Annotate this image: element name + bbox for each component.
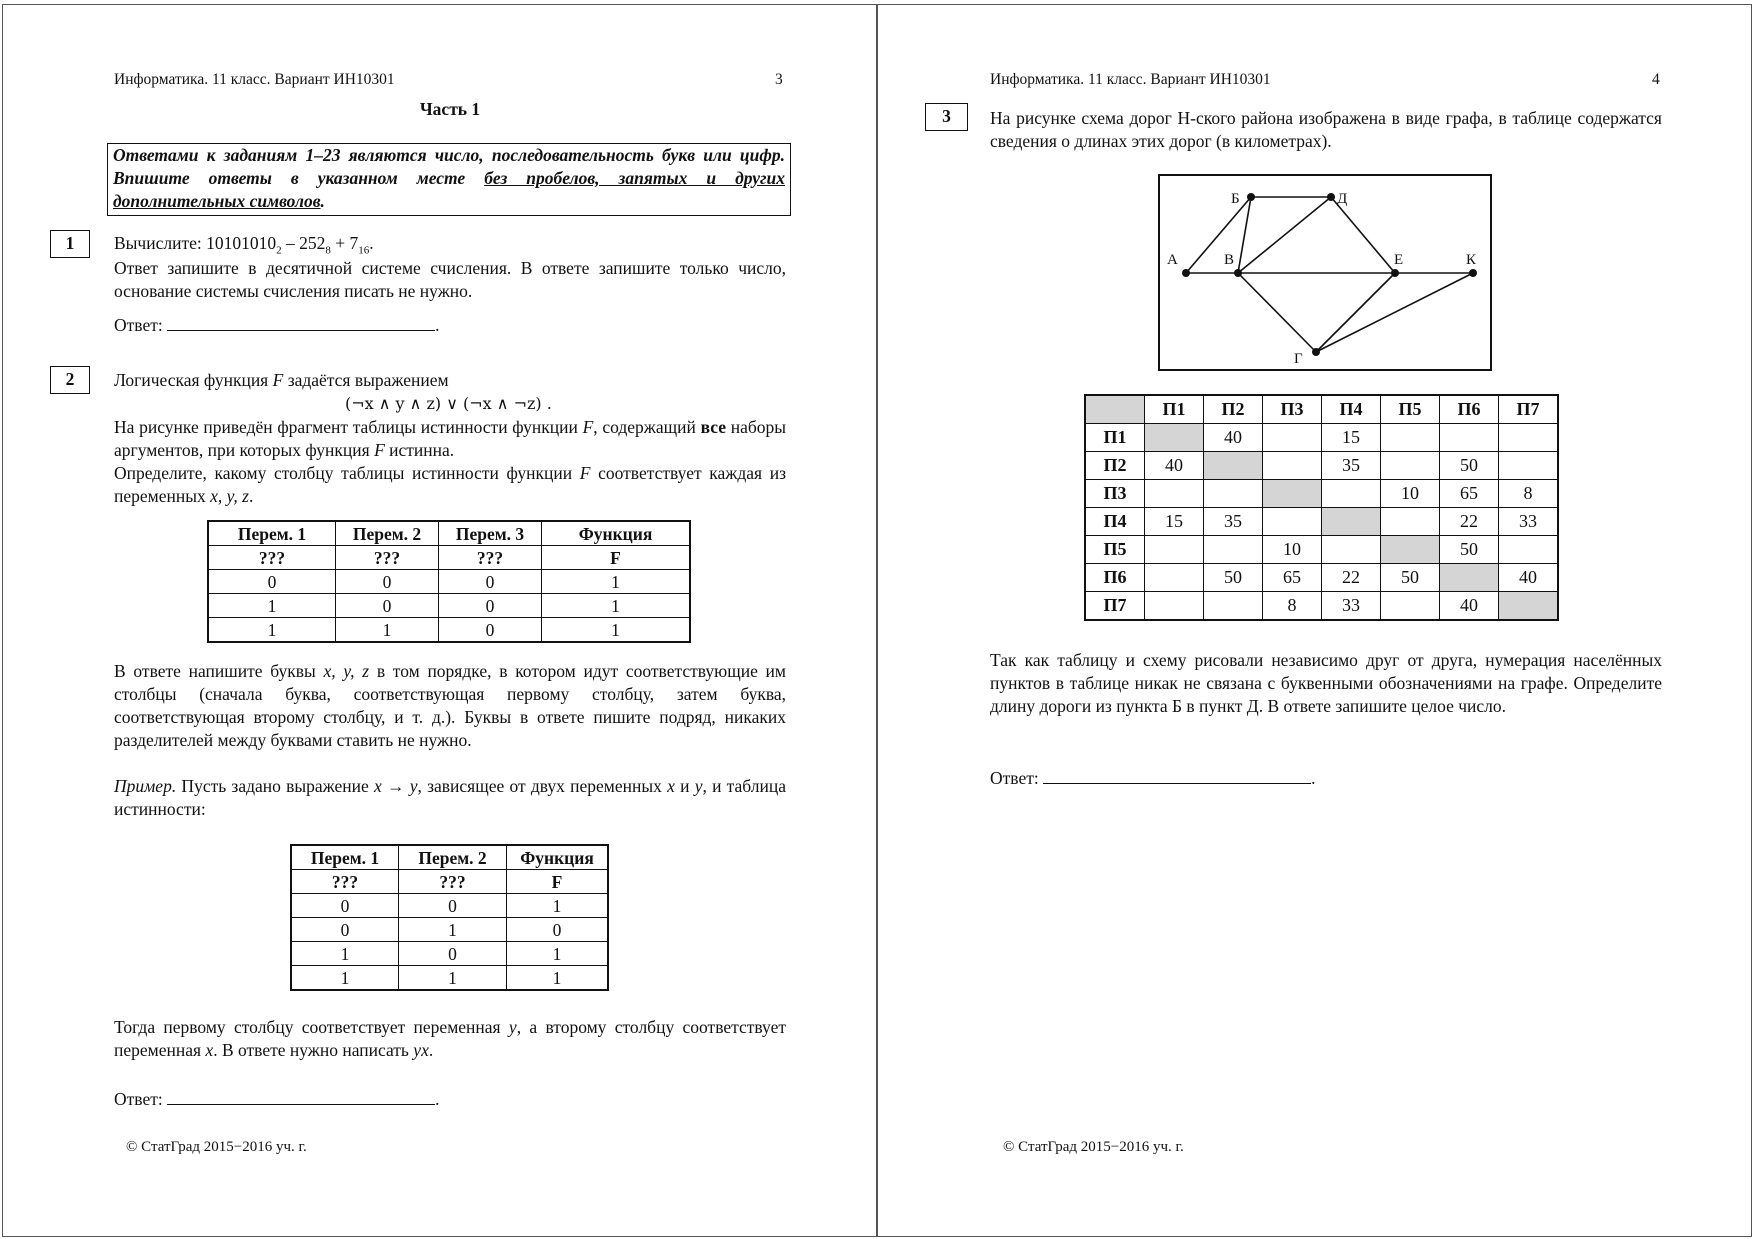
table-row: 1 0 1 <box>291 942 608 966</box>
instruction-box <box>107 143 791 216</box>
vertex-b <box>1247 193 1255 201</box>
task-3-text: Так как таблицу и схему рисовали независимо друг от друга, нумерация населённых пунктов в таблице никак не связана с буквенными обозначениями на графе. Определите длину дороги из пункта Б в пункт Д. В ответе запишите целое число. <box>990 650 1662 716</box>
table-row: П1 40 15 <box>1085 424 1558 452</box>
right-page-number: 4 <box>1652 71 1660 88</box>
task-2-intro: Логическая функция F задаётся выражением <box>114 370 449 390</box>
table-row: П6 50 65 22 50 40 <box>1085 564 1558 592</box>
truth-table-2 <box>290 844 609 991</box>
left-page-number: 3 <box>775 71 783 88</box>
corner-cell <box>1085 395 1145 424</box>
right-footer: © СтатГрад 2015−2016 уч. г. <box>1003 1139 1184 1155</box>
truth-table-1-subheader: ??? ??? ??? F <box>208 546 690 570</box>
task-2-paragraph-2: Определите, какому столбцу таблицы истинности функции F соответствует каждая из переменных x, y, z. <box>114 463 786 506</box>
vertex-label: В <box>1224 252 1235 268</box>
vertex-k <box>1469 269 1477 277</box>
vertex-label: Е <box>1394 252 1404 268</box>
task-3-intro: На рисунке схема дорог Н-ского района изображена в виде графа, в таблице содержатся сведения о длинах этих дорог (в километрах). <box>990 108 1662 151</box>
truth-table-1-header: Перем. 1 Перем. 2 Перем. 3 Функция <box>208 521 690 546</box>
distance-table-header: П1 П2 П3 П4 П5 П6 П7 <box>1085 395 1558 424</box>
distance-table <box>1084 394 1559 621</box>
vertex-d <box>1327 193 1335 201</box>
part-title: Часть 1 <box>419 99 481 119</box>
table-row: П2 40 35 50 <box>1085 452 1558 480</box>
task-2-paragraph-1: На рисунке приведён фрагмент таблицы истинности функции F, содержащий все наборы аргументов, при которых функция F истинна. <box>114 417 787 460</box>
table-row: П4 15 35 22 33 <box>1085 508 1558 536</box>
task-2-answer[interactable]: Ответ: . <box>114 1089 440 1109</box>
table-row: 1 1 1 <box>291 966 608 991</box>
truth-table-2-header: Перем. 1 Перем. 2 Функция <box>291 845 608 870</box>
vertex-e <box>1391 269 1399 277</box>
task-2-example: Пример. Пусть задано выражение x → y, зависящее от двух переменных x и y, и таблица истинности: <box>114 776 786 819</box>
task-3-answer-line[interactable] <box>1043 766 1311 784</box>
instruction-underlined: без пробелов, запятых и других дополнительных символов <box>113 168 785 211</box>
vertex-label: К <box>1466 252 1477 268</box>
left-footer: © СтатГрад 2015−2016 уч. г. <box>126 1139 307 1155</box>
table-row: 0 1 0 <box>291 918 608 942</box>
table-row: 1 0 0 1 <box>208 594 690 618</box>
task-1-answer[interactable]: Ответ: . <box>114 315 440 335</box>
vertex-label: А <box>1167 252 1178 268</box>
vertex-label: Г <box>1294 351 1303 367</box>
table-row: 1 1 0 1 <box>208 618 690 643</box>
task-2-conclusion: Тогда первому столбцу соответствует переменная y, а второму столбцу соответствует переменная x. В ответе нужно написать yx. <box>114 1017 786 1060</box>
task-3-answer[interactable]: Ответ: . <box>990 768 1316 788</box>
truth-table-2-subheader: ??? ??? F <box>291 870 608 894</box>
task-1-answer-line[interactable] <box>167 313 435 331</box>
table-row: П3 10 65 8 <box>1085 480 1558 508</box>
task-3-number: 3 <box>925 103 968 131</box>
right-header: Информатика. 11 класс. Вариант ИН10301 <box>990 71 1271 88</box>
left-header: Информатика. 11 класс. Вариант ИН10301 <box>114 71 395 88</box>
task-2-answer-line[interactable] <box>167 1087 435 1105</box>
task-1-text: Ответ запишите в десятичной системе счисления. В ответе запишите только число, основание системы счисления писать не нужно. <box>114 258 786 301</box>
vertex-a <box>1182 269 1190 277</box>
table-row: П7 8 33 40 <box>1085 592 1558 621</box>
task-1-expression: Вычислите: $10101010_2 - 252_8 + 7_{16}$. <box>114 233 374 257</box>
truth-table-1 <box>207 520 691 643</box>
vertex-label: Д <box>1337 191 1348 207</box>
task-2-number: 2 <box>50 366 90 394</box>
vertex-g <box>1312 348 1320 356</box>
instruction-end: . <box>320 191 325 211</box>
vertex-v <box>1234 269 1242 277</box>
task-1-number: 1 <box>50 230 90 258</box>
road-graph <box>1158 174 1493 372</box>
vertex-label: Б <box>1231 191 1240 207</box>
task-2-formula: (¬x ∧ y ∧ z) ∨ (¬x ∧ ¬z) . <box>345 394 552 413</box>
task-2-paragraph-3: В ответе напишите буквы x, y, z в том порядке, в котором идут соответствующие им столбцы (сначала буква, соответствующая первому столбцу, затем буква, соответствующая второму столбцу, и т. д.). Буквы в ответе пишите подряд, никаких разделителей между буквами ставить не нужно. <box>114 661 786 750</box>
table-row: П5 10 50 <box>1085 536 1558 564</box>
table-row: 0 0 0 1 <box>208 570 690 594</box>
instruction-text: Ответами к заданиям 1–23 являются число, последовательность букв или цифр. Впишите ответы в указанном месте <box>113 145 785 188</box>
table-row: 0 0 1 <box>291 894 608 918</box>
